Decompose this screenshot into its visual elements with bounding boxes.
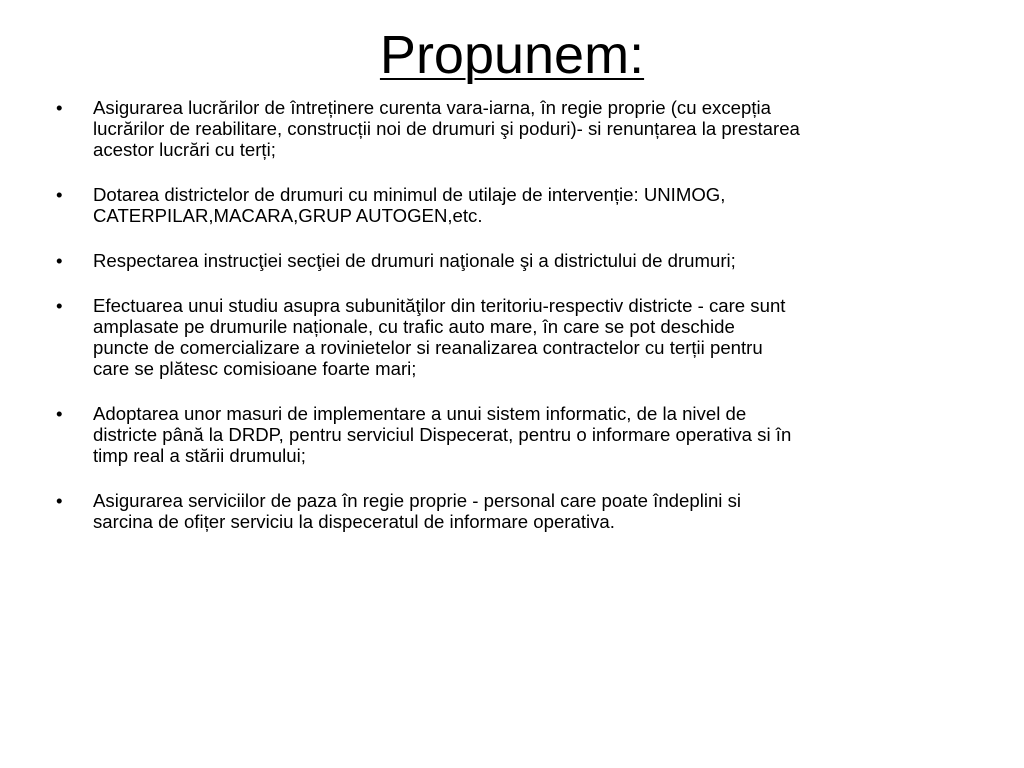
bullet-item	[56, 97, 976, 160]
bullet-dot-icon: •	[56, 184, 63, 205]
bullet-item	[56, 295, 976, 379]
bullet-item	[56, 490, 976, 532]
bullet-dot-icon: •	[56, 403, 63, 424]
bullet-item	[56, 250, 976, 271]
bullet-text: Efectuarea unui studiu asupra subunităţilor din teritoriu-respectiv districte - care sunt amplasate pe drumurile naționale, cu trafic auto mare, în care se pot deschide puncte de comercializare a rovinietelor si reanalizarea contractelor cu terții pentru care se plătesc comisioane foarte mari;	[93, 295, 786, 379]
slide-title: Propunem:	[379, 25, 645, 85]
bullet-item	[56, 403, 976, 466]
bullet-dot-icon: •	[56, 97, 63, 118]
bullet-text: Dotarea districtelor de drumuri cu minimul de utilaje de intervenție: UNIMOG, CATERPILAR,MACARA,GRUP AUTOGEN,etc.	[93, 184, 726, 226]
bullet-item	[56, 184, 976, 226]
bullet-text: Asigurarea serviciilor de paza în regie proprie - personal care poate îndeplini si sarcina de ofițer serviciu la dispeceratul de informare operativa.	[93, 490, 742, 532]
bullet-list	[56, 97, 976, 556]
bullet-text: Adoptarea unor masuri de implementare a unui sistem informatic, de la nivel de districte până la DRDP, pentru serviciul Dispecerat, pentru o informare operativa si în timp real a stării drumului;	[93, 403, 792, 466]
bullet-text: Respectarea instrucţiei secţiei de drumuri naţionale şi a districtului de drumuri;	[93, 250, 736, 271]
bullet-text: Asigurarea lucrărilor de întreținere curenta vara-iarna, în regie proprie (cu excepția lucrărilor de reabilitare, construcții noi de drumuri şi poduri)- si renunțarea la prestarea acestor lucrări cu terți;	[93, 97, 800, 160]
bullet-dot-icon: •	[56, 490, 63, 511]
bullet-dot-icon: •	[56, 295, 63, 316]
bullet-dot-icon: •	[56, 250, 63, 271]
